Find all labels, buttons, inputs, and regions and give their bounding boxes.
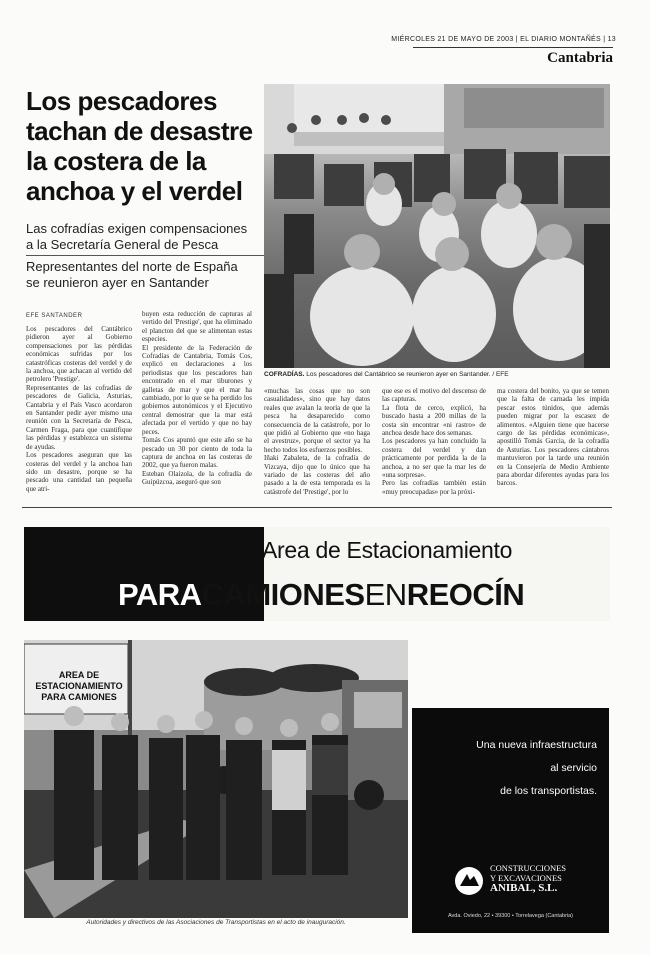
subheadline <box>26 221 266 253</box>
company-ad-slogan <box>412 734 597 803</box>
slogan-line: al servicio <box>550 762 597 774</box>
summary <box>26 259 266 291</box>
ad-title: Area de Estacionamiento <box>262 537 513 563</box>
page-divider <box>22 507 612 508</box>
dateline: MIÉRCOLES 21 DE MAYO DE 2003 | EL DIARIO MONTAÑÉS | 13 <box>391 36 616 43</box>
meeting-photo-illustration <box>264 84 610 368</box>
ad-headline-part: CAMIONES <box>201 577 365 612</box>
article-column-5: ma costera del bonito, ya que se temen que la falta de carnada les impida pescar estos túnidos, que además pueden migrar por la escasez de alimentos. «Alguien tiene que hacerse cargo de las pérdidas económicas», apostilló Tomás Garcia, de la cofradía de Asturias. Los pescadores cántabros mantuvieron por la tarde una reunión en la Consejería de Medio Ambiente para abordar diferentes ayudas para los barcos. <box>497 387 609 488</box>
company-name <box>490 863 605 893</box>
headline-line: anchoa y el verdel <box>26 176 243 206</box>
headline-line: Los pescadores <box>26 86 217 116</box>
ad-headline <box>118 577 524 613</box>
parking-sign-line: PARA CAMIONES <box>41 692 117 702</box>
article-column-4: que ese es el motivo del descenso de las capturas. La flota de cerco, explicó, ha buscado hasta a 200 millas de la costa sin encontrar «ni rastro» de anchoa desde hace dos semanas. Los pescadores ya han concluido la costera del verdel y dan prácticamente por perdida la de la anchoa, a no ser que la mar les de «una sorpresa». Pero las cofradías también están «muy preocupadas» por la próxi- <box>382 387 486 496</box>
photo-caption-text: Los pescadores del Cantábrico se reunieron ayer en Santander. / EFE <box>304 371 509 378</box>
photo-caption-label: COFRADÍAS. <box>264 371 305 378</box>
headline-line: la costera de la <box>26 146 206 176</box>
parking-sign <box>32 670 126 703</box>
divider <box>26 255 264 256</box>
parking-sign-line: AREA DE <box>58 670 100 680</box>
article-column-2: buyen esta reducción de capturas al vertido del 'Prestige', que ha eliminado el plancton del que se alimentan estas especies. El presidente de la Federación de Cofradías de Cantabria, Tomás Cos, explicó en declaraciones a los periodistas que los pescadores han encontrado en el mar tiburones y galletas de mar y que el mar ha cambiado, por lo que se ha perdido los gobiernos autonómicos y el Ejecutivo central demostrar que la mar está afectada por el vertido y que no hay peces. Tomás Cos apuntó que este año se ha pescado un 30 por ciento de toda la captura de anchoa en las costeras de 2002, que ya fueron malas. Esteban Olaizola, de la cofradía de Guipúzcoa, aseguró que son <box>142 310 252 487</box>
header-rule <box>413 47 613 48</box>
ad-headline-part: EN <box>364 577 407 612</box>
photo-caption <box>264 371 610 378</box>
slogan-line: de los transportistas. <box>500 785 597 797</box>
company-name-line: ANIBAL, S.L. <box>490 882 558 894</box>
company-ad <box>412 708 609 933</box>
article-column-1: Los pescadores del Cantábrico pidieron ayer al Gobierno compensaciones por las pérdidas económicas sufridas por los catastróficas costeras del verdel y de la anchoa, que achacan al vertido del petrolero 'Prestige'. Representantes de las cofradías de pescadores de Galicia, Asturias, Cantabria y el País Vasco acordaron en Santander pedir ayer mismo una reunión con la Secretaría de Pesca, Carmen Fraga, para que cuantifique las pérdidas y establezca un sistema de ayudas. Los pescadores aseguran que las costeras del verdel y la anchoa han sido un desastre, porque se ha pescado una cantidad tan pequeña que atri- <box>26 325 132 493</box>
subheadline-line: a la Secretaría General de Pesca <box>26 237 219 252</box>
inauguration-caption: Autoridades y directivos de las Asociaciones de Transportistas en el acto de inauguración. <box>86 919 346 926</box>
ad-headline-part: PARA <box>118 577 202 612</box>
summary-line: Representantes del norte de España <box>26 259 238 274</box>
slogan-line: Una nueva infraestructura <box>476 739 597 751</box>
article-column-3: «muchas las cosas que no son casualidades», sino que hay datos reales que avalan la teoría de que la pesca ha desaparecido como consecuencia de la catástrofe, por lo que pidió al Gobierno que «no haga el avestruz», porque el sector ya ha hecho todos los esfuerzos posibles. Iñaki Zabaleta, de la cofradía de Vizcaya, dijo que lo único que ha variado de las costeras del año pasado a la de esta temporada es la catástrofe del 'Prestige', por lo <box>264 387 370 496</box>
company-name-line: Y EXCAVACIONES <box>490 873 562 883</box>
ad-headline-part: REOCÍN <box>406 577 525 612</box>
company-address: Avda. Oviedo, 22 • 39300 • Torrelavega (Cantabria) <box>447 913 574 919</box>
company-name-line: CONSTRUCCIONES <box>490 863 567 873</box>
parking-sign-line: ESTACIONAMIENTO <box>35 681 123 691</box>
byline: EFE SANTANDER <box>26 313 83 319</box>
section-title: Cantabria <box>547 50 613 66</box>
headline-line: tachan de desastre <box>26 116 253 146</box>
subheadline-line: Las cofradías exigen compensaciones <box>26 221 248 236</box>
summary-line: se reunieron ayer en Santander <box>26 275 209 290</box>
inauguration-photo <box>24 640 408 918</box>
company-logo-icon <box>454 866 484 896</box>
headline <box>26 86 264 206</box>
meeting-photo <box>264 84 610 368</box>
